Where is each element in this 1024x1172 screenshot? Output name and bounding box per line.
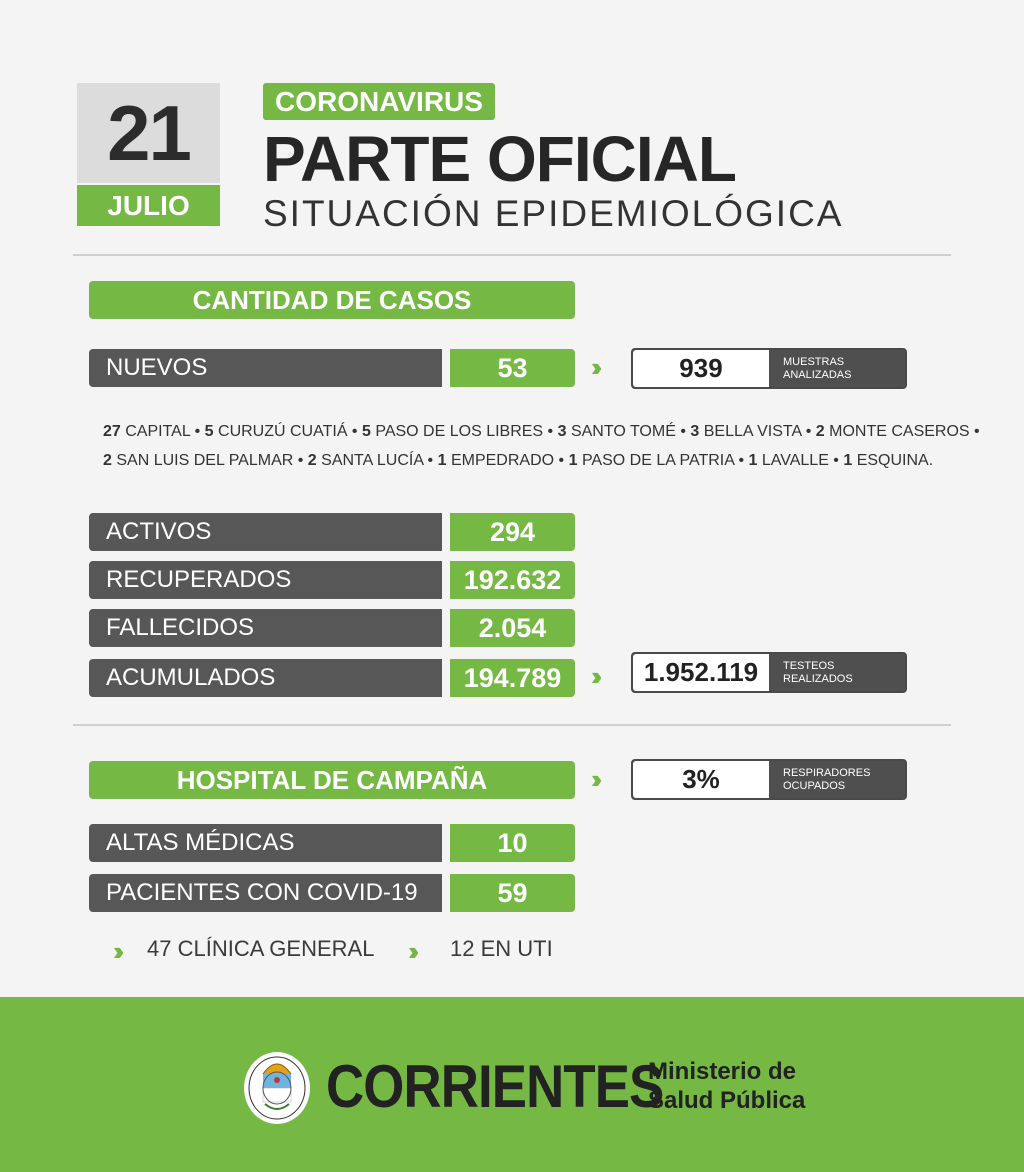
- chevron-double-right-icon: ››: [591, 352, 597, 382]
- city-item: [843, 452, 933, 469]
- city-item: [362, 423, 543, 440]
- stat-label: FALLECIDOS: [89, 609, 442, 647]
- bullet-separator: •: [734, 452, 749, 469]
- respiradores-box: [631, 759, 907, 800]
- ministry-line-1: Ministerio de: [648, 1058, 797, 1085]
- city-name: EMPEDRADO: [446, 452, 555, 469]
- city-count: 2: [103, 452, 112, 469]
- uti-text: 12 EN UTI: [450, 936, 553, 961]
- testeos-caption-line2: REALIZADOS: [783, 672, 853, 685]
- city-item: [205, 423, 348, 440]
- date-month: JULIO: [77, 185, 220, 226]
- respiradores-caption-line2: OCUPADOS: [783, 779, 846, 792]
- respiradores-value: 3%: [633, 761, 769, 798]
- bullet-separator: •: [190, 423, 205, 440]
- hospital-section-title: HOSPITAL DE CAMPAÑA: [89, 761, 575, 799]
- bullet-separator: •: [543, 423, 558, 440]
- bullet-separator: •: [347, 423, 362, 440]
- ministry-name: [648, 1057, 805, 1115]
- city-count: 2: [307, 452, 317, 469]
- muestras-caption: [769, 350, 851, 387]
- divider-top: [73, 254, 951, 256]
- muestras-value: 939: [633, 350, 769, 387]
- stat-label: ACUMULADOS: [89, 659, 442, 697]
- chevron-double-right-icon: ››: [591, 764, 597, 794]
- bullet-separator: •: [675, 423, 691, 440]
- city-count: 5: [361, 423, 371, 440]
- stat-value: 192.632: [450, 561, 575, 599]
- city-name: BELLA VISTA: [699, 423, 802, 440]
- city-item: [816, 423, 970, 440]
- chevron-double-right-icon: ››: [408, 936, 414, 966]
- city-name: SAN LUIS DEL PALMAR: [111, 452, 294, 469]
- muestras-box: [631, 348, 907, 389]
- city-item: [690, 423, 801, 440]
- respiradores-caption-line1: RESPIRADORES: [783, 766, 871, 779]
- stat-label: RECUPERADOS: [89, 561, 442, 599]
- divider-middle: [73, 724, 951, 726]
- chevron-double-right-icon: ››: [591, 661, 597, 691]
- clinica-general-text: 47 CLÍNICA GENERAL: [147, 936, 375, 961]
- testeos-caption-line1: TESTEOS: [783, 659, 835, 672]
- cases-section-title: CANTIDAD DE CASOS: [89, 281, 575, 319]
- nuevos-value: 53: [450, 349, 575, 387]
- city-count: 1: [568, 452, 578, 469]
- stat-value: 59: [450, 874, 575, 912]
- date-day: 21: [77, 83, 220, 183]
- testeos-caption: [769, 654, 853, 691]
- cities-line-2: [103, 446, 943, 475]
- city-count: 1: [748, 452, 758, 469]
- city-name: LAVALLE: [757, 452, 829, 469]
- city-item: [749, 452, 829, 469]
- page-title: PARTE OFICIAL: [263, 123, 736, 195]
- stat-label: ALTAS MÉDICAS: [89, 824, 442, 862]
- stat-value: 10: [450, 824, 575, 862]
- bullet-separator: •: [969, 423, 980, 440]
- city-item: [569, 452, 734, 469]
- city-item: [308, 452, 423, 469]
- city-count: 3: [690, 423, 700, 440]
- city-count: 3: [557, 423, 567, 440]
- brand-corrientes: CORRIENTES: [326, 1053, 664, 1120]
- muestras-caption-line2: ANALIZADAS: [783, 368, 852, 381]
- bullet-separator: •: [423, 452, 438, 469]
- bullet-separator: •: [554, 452, 569, 469]
- city-name: CAPITAL: [120, 423, 191, 440]
- stat-label: ACTIVOS: [89, 513, 442, 551]
- city-count: 5: [204, 423, 214, 440]
- bullet-separator: •: [828, 452, 844, 469]
- coronavirus-tag: CORONAVIRUS: [263, 83, 495, 120]
- city-name: PASO DE LA PATRIA: [577, 452, 734, 469]
- bullet-separator: •: [801, 423, 816, 440]
- city-name: MONTE CASEROS: [824, 423, 970, 440]
- testeos-box: [631, 652, 907, 693]
- page-subtitle: SITUACIÓN EPIDEMIOLÓGICA: [263, 193, 844, 234]
- nuevos-label: NUEVOS: [89, 349, 442, 387]
- city-count: 27: [103, 423, 121, 440]
- cities-line-1: [103, 417, 980, 446]
- city-name: ESQUINA.: [852, 452, 934, 469]
- city-item: [103, 423, 190, 440]
- city-name: SANTO TOMÉ: [566, 423, 676, 440]
- city-item: [558, 423, 676, 440]
- city-count: 1: [437, 452, 447, 469]
- respiradores-caption: [769, 761, 870, 798]
- stat-value: 194.789: [450, 659, 575, 697]
- city-count: 2: [815, 423, 825, 440]
- stat-value: 2.054: [450, 609, 575, 647]
- muestras-caption-line1: MUESTRAS: [783, 355, 845, 368]
- city-count: 1: [843, 452, 853, 469]
- provincial-seal-icon: [243, 1044, 311, 1126]
- bullet-separator: •: [293, 452, 308, 469]
- stat-label: PACIENTES CON COVID-19: [89, 874, 442, 912]
- stat-value: 294: [450, 513, 575, 551]
- city-name: PASO DE LOS LIBRES: [370, 423, 544, 440]
- city-item: [103, 452, 293, 469]
- ministry-line-2: Salud Pública: [648, 1087, 806, 1114]
- city-item: [438, 452, 554, 469]
- testeos-value: 1.952.119: [633, 654, 769, 691]
- city-name: SANTA LUCÍA: [316, 452, 424, 469]
- city-name: CURUZÚ CUATIÁ: [213, 423, 348, 440]
- date-box: [77, 83, 220, 226]
- chevron-double-right-icon: ››: [113, 936, 119, 966]
